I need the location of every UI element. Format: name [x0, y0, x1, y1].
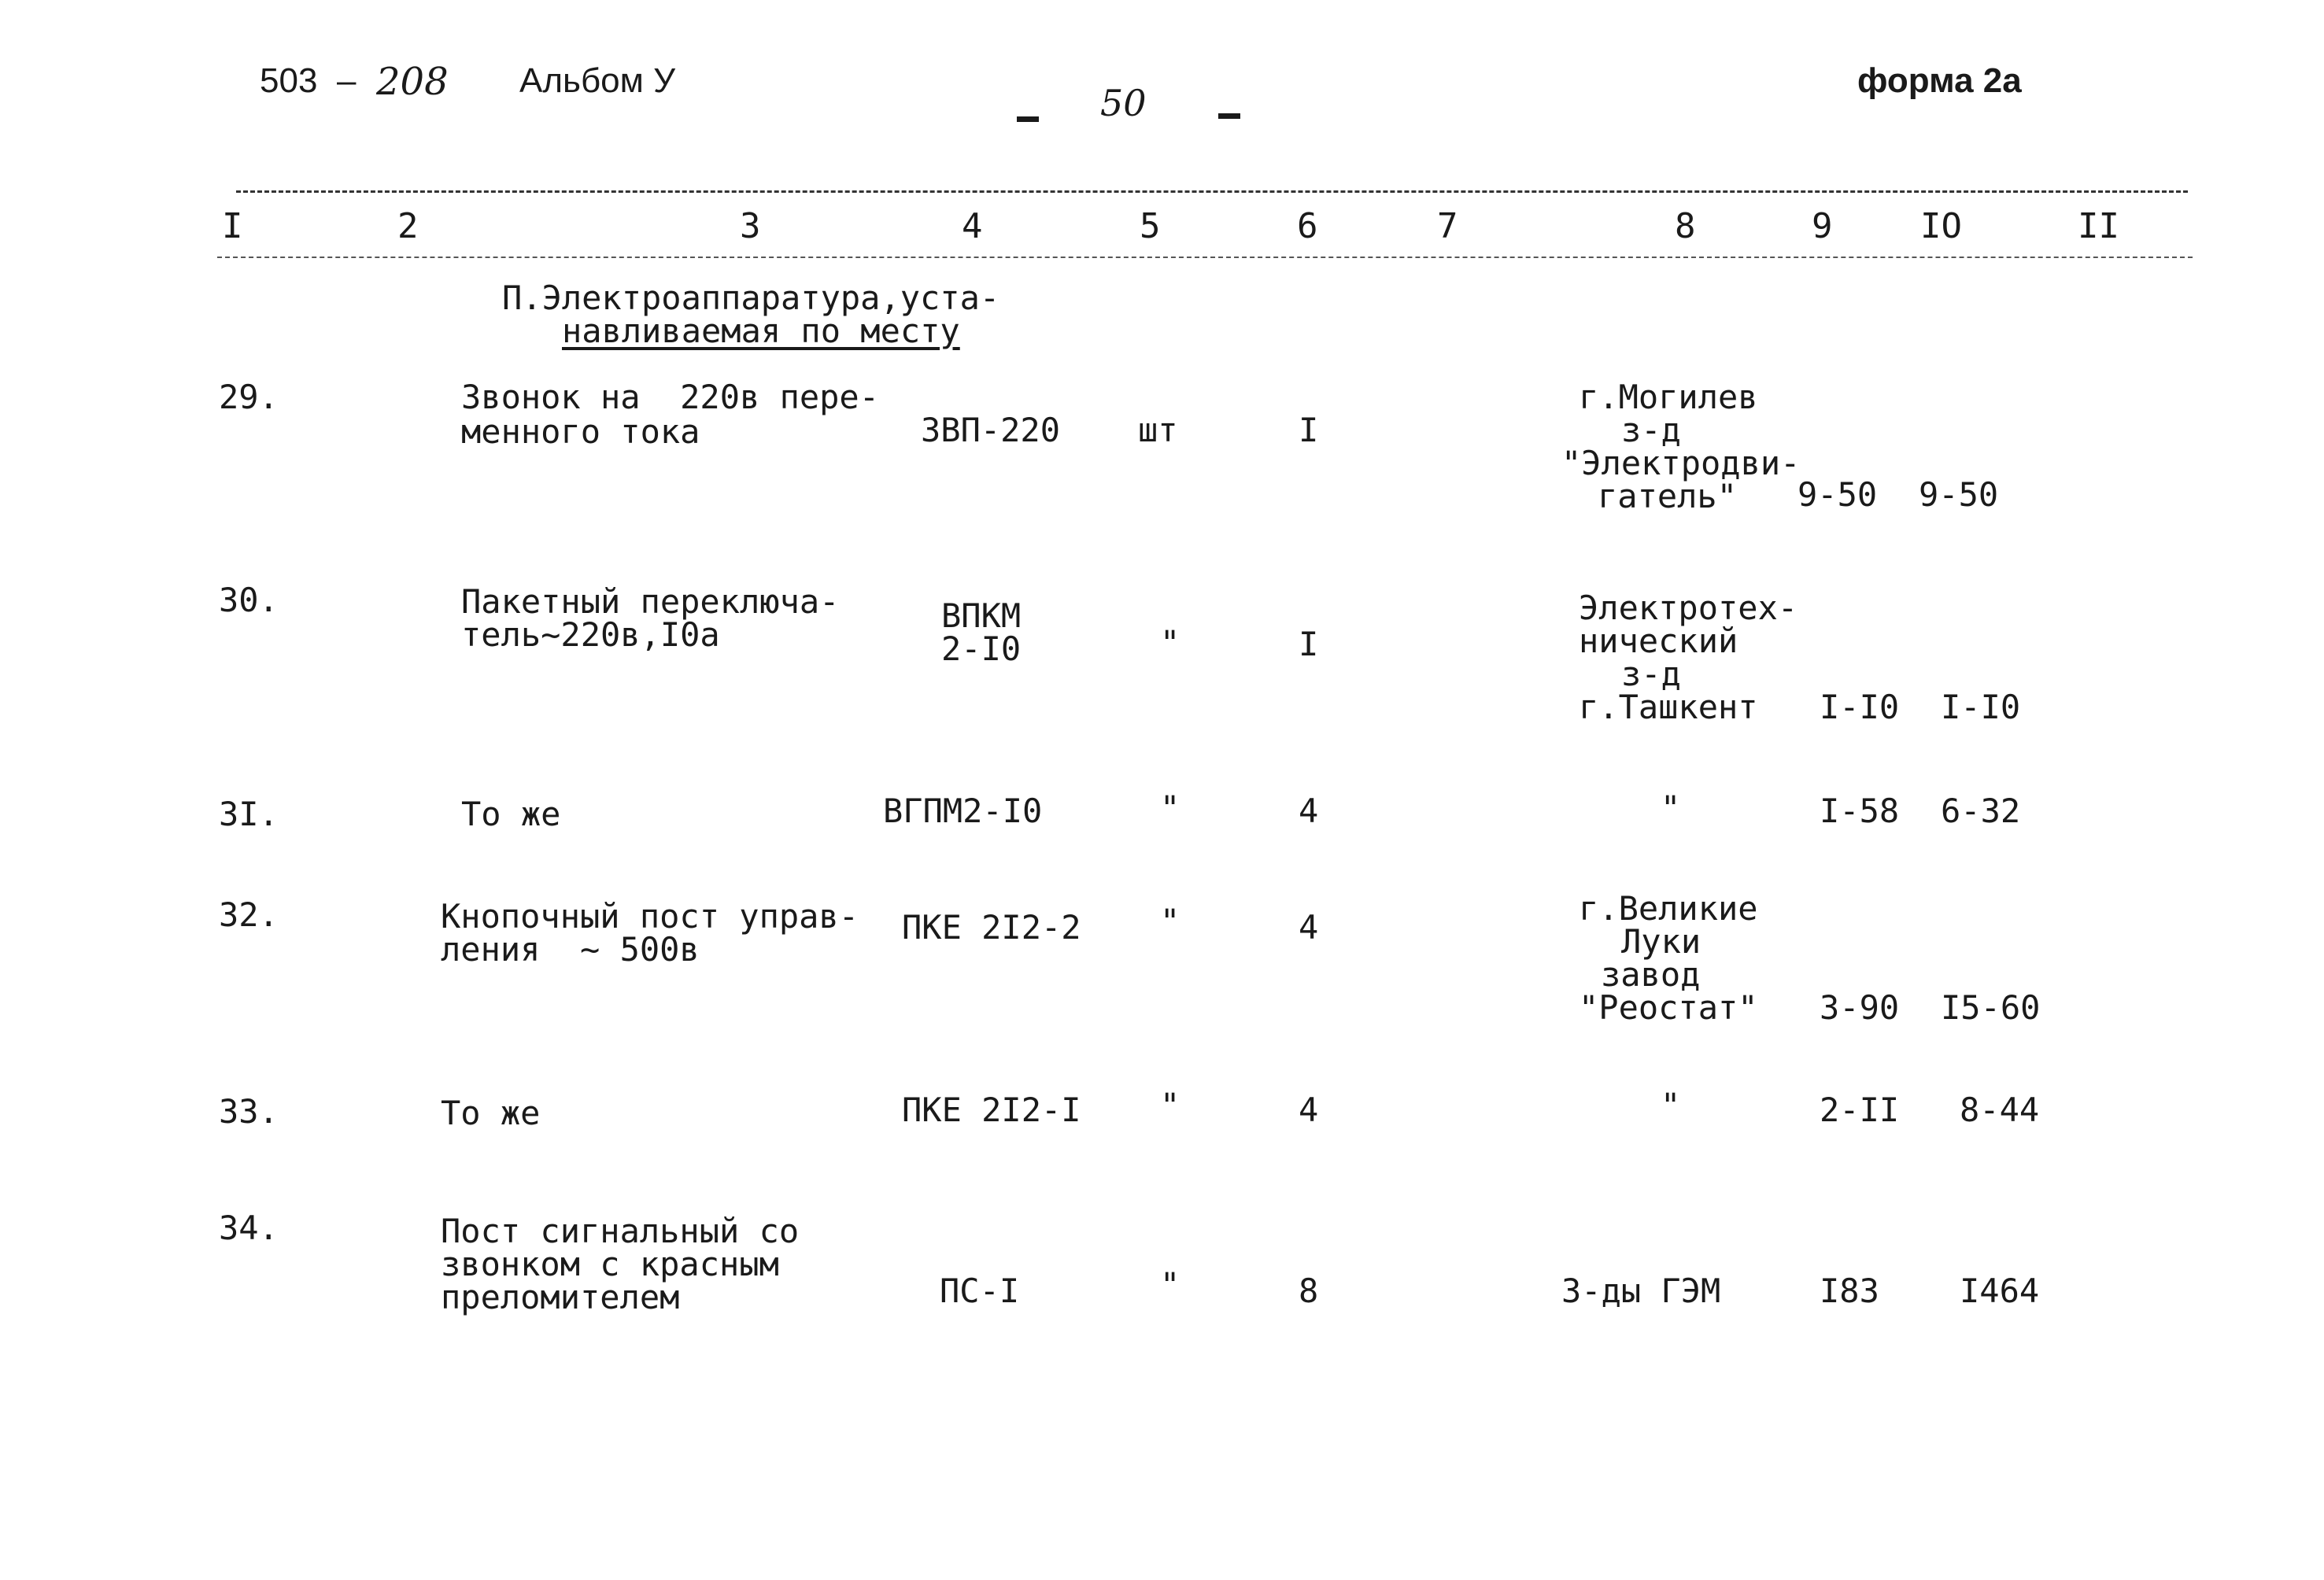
column-header-8: 8	[1675, 206, 1696, 246]
item-name-line: Пост сигнальный со	[441, 1212, 800, 1250]
column-header-1: I	[222, 206, 243, 246]
item-type: ЗВП-220	[921, 411, 1061, 449]
album-label: Альбом У	[519, 61, 676, 100]
column-header-11: II	[2078, 206, 2119, 246]
total-price: 9-50	[1919, 475, 1999, 514]
manufacturer-line: "	[1661, 788, 1681, 827]
doc-series: 503	[260, 61, 318, 100]
item-type: ВГПМ2-I0	[883, 792, 1043, 830]
item-quantity: 4	[1299, 908, 1319, 947]
column-header-4: 4	[962, 206, 983, 246]
section-title-line-1: П.Электроаппаратура,уста-	[502, 279, 1000, 317]
column-header-10: IO	[1920, 206, 1962, 246]
header-rule-bottom	[217, 257, 2193, 258]
row-number: 33.	[219, 1092, 279, 1131]
manufacturer-line: завод	[1601, 955, 1701, 994]
manufacturer-line: г.Великие	[1579, 889, 1758, 928]
manufacturer-line: г.Могилев	[1579, 378, 1758, 416]
item-type: ПС-I	[940, 1272, 1020, 1310]
manufacturer-line: г.Ташкент	[1579, 688, 1758, 726]
manufacturer-line: "Реостат"	[1579, 988, 1758, 1027]
page-number: 50	[1100, 82, 1147, 124]
manufacturer-line: Луки	[1621, 922, 1701, 961]
item-quantity: 4	[1299, 1091, 1319, 1129]
unit-price: 2-II	[1820, 1091, 1900, 1129]
item-name-line: ления ~ 500в	[441, 930, 700, 969]
total-price: 8-44	[1960, 1091, 2040, 1129]
doc-series-separator: –	[337, 61, 357, 100]
item-quantity: 8	[1299, 1272, 1319, 1310]
item-name-line: То же	[461, 795, 561, 833]
manufacturer-line: нический	[1579, 622, 1738, 660]
page-dash-left	[1017, 116, 1039, 122]
total-price: I5-60	[1941, 988, 2041, 1027]
unit-price: I-58	[1820, 792, 1900, 830]
unit-price: 3-90	[1820, 988, 1900, 1027]
item-unit: "	[1160, 1086, 1180, 1124]
item-name-line: Звонок на 220в пере-	[461, 378, 880, 416]
column-header-2: 2	[397, 206, 419, 246]
item-type: ПКЕ 2I2-I	[902, 1091, 1081, 1129]
item-unit: "	[1160, 788, 1180, 827]
item-quantity: I	[1299, 411, 1319, 449]
item-name-line: менного тока	[461, 412, 700, 451]
item-name-line: Пакетный переключа-	[461, 582, 840, 621]
total-price: I464	[1960, 1272, 2040, 1310]
total-price: I-I0	[1941, 688, 2021, 726]
unit-price: 9-50	[1797, 475, 1878, 514]
unit-price: I-I0	[1820, 688, 1900, 726]
item-name-line: звонком с красным	[441, 1245, 779, 1283]
manufacturer-line: З-ды ГЭМ	[1561, 1272, 1721, 1310]
column-header-9: 9	[1812, 206, 1833, 246]
column-header-6: 6	[1297, 206, 1318, 246]
item-unit: "	[1160, 902, 1180, 940]
total-price: 6-32	[1941, 792, 2021, 830]
row-number: 32.	[219, 895, 279, 934]
column-header-7: 7	[1437, 206, 1458, 246]
row-number: 30.	[219, 581, 279, 619]
manufacturer-line: "Электродви-	[1561, 444, 1801, 482]
manufacturer-line: з-д	[1621, 411, 1681, 449]
column-header-3: 3	[740, 206, 761, 246]
item-quantity: 4	[1299, 792, 1319, 830]
header-rule-top	[236, 190, 2188, 193]
section-title-line-2: навливаемая по месту	[562, 312, 960, 350]
item-type: ВПКМ 2-I0	[941, 596, 1022, 668]
doc-number: 208	[376, 60, 449, 104]
item-quantity: I	[1299, 625, 1319, 663]
row-number: 29.	[219, 378, 279, 416]
row-number: 3I.	[219, 795, 279, 833]
unit-price: I83	[1820, 1272, 1879, 1310]
manufacturer-line: гатель"	[1598, 477, 1738, 515]
item-unit: "	[1160, 623, 1180, 662]
column-header-5: 5	[1140, 206, 1161, 246]
item-unit: шт	[1138, 411, 1178, 449]
row-number: 34.	[219, 1209, 279, 1247]
item-name-line: преломителем	[441, 1278, 680, 1316]
form-label: форма 2а	[1857, 61, 2022, 100]
manufacturer-line: "	[1661, 1086, 1681, 1124]
page-dash-right	[1218, 113, 1240, 119]
item-type: ПКЕ 2I2-2	[902, 908, 1081, 947]
item-unit: "	[1160, 1265, 1180, 1304]
manufacturer-line: Электротех-	[1579, 589, 1798, 627]
item-name-line: Кнопочный пост управ-	[441, 897, 859, 936]
manufacturer-line: з-д	[1621, 655, 1681, 693]
item-name-line: То же	[441, 1094, 541, 1132]
item-name-line: тель~220в,I0а	[461, 615, 720, 654]
